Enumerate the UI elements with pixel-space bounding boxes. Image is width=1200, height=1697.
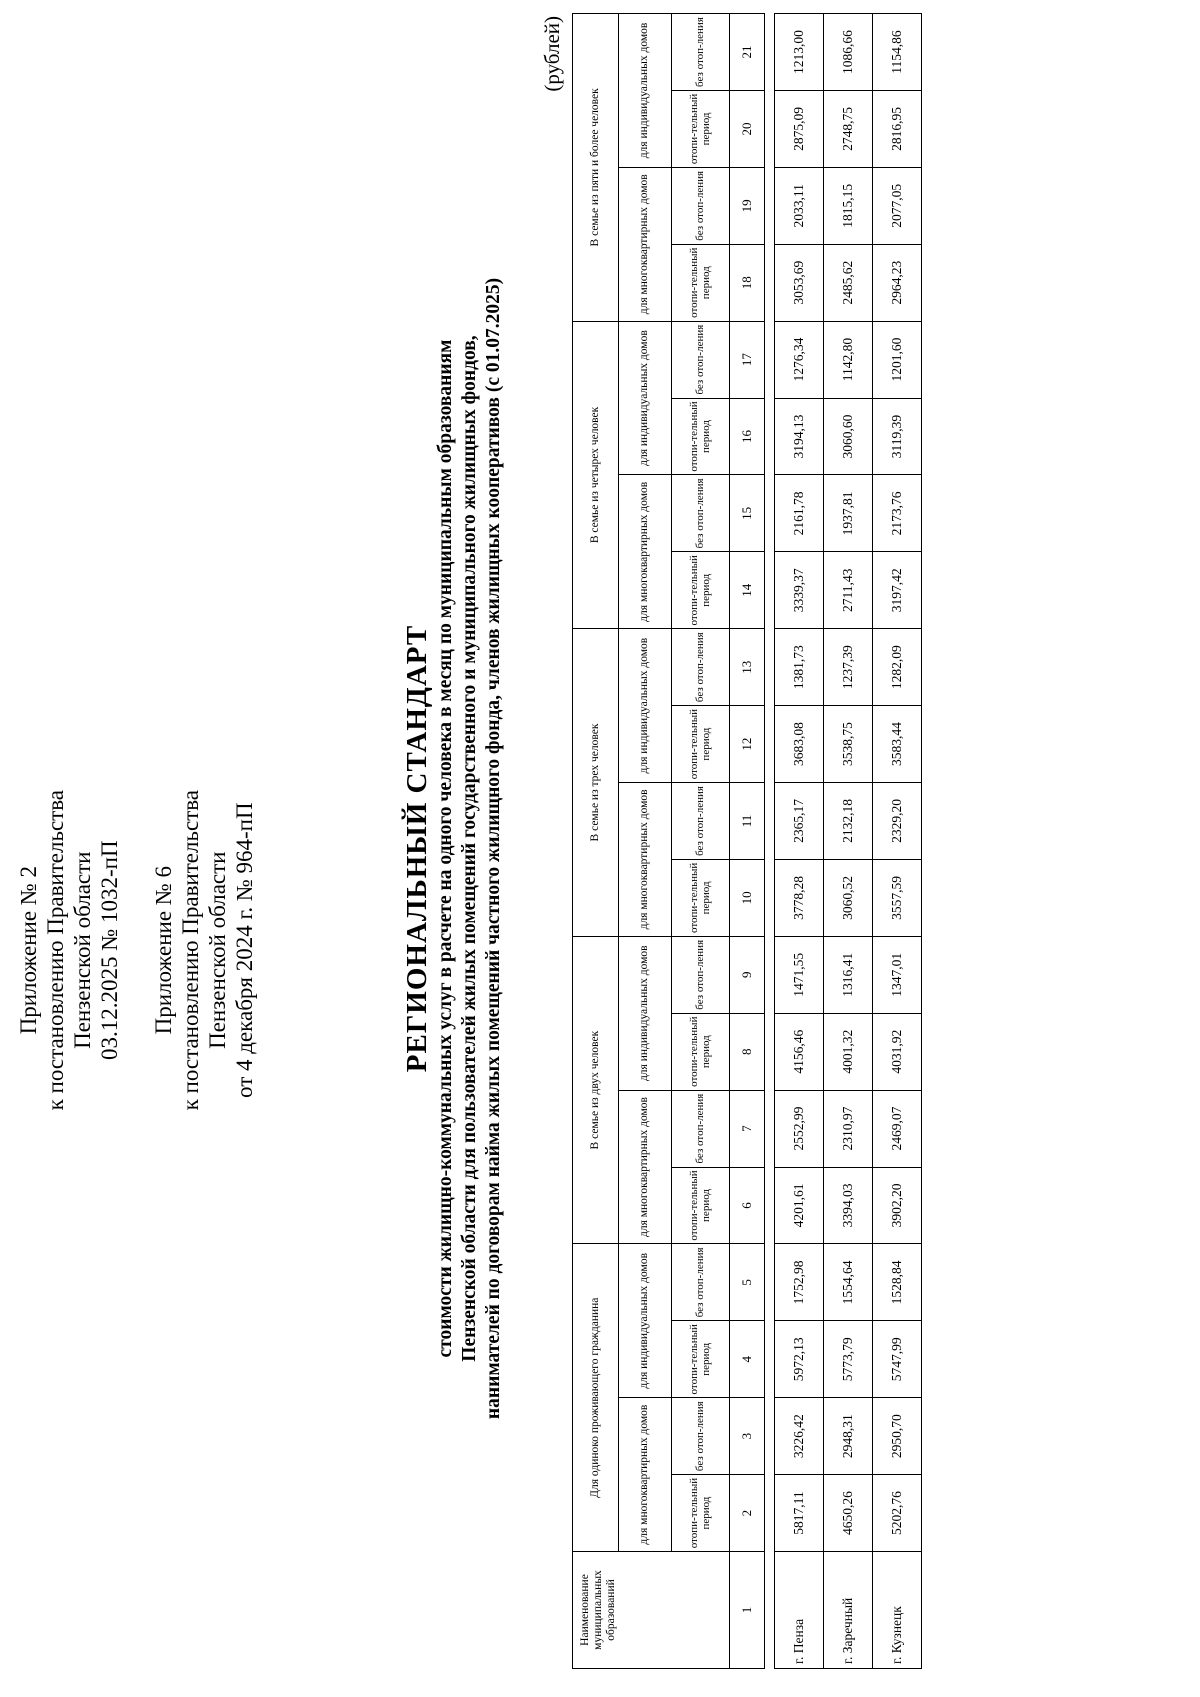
table-row bbox=[775, 14, 824, 1669]
row-municipality-name: г. Пенза bbox=[775, 1552, 824, 1669]
header-house-type: для многоквартирных домов bbox=[619, 1398, 671, 1552]
row-value: 3053,69 bbox=[775, 244, 824, 321]
header-group: Для одиноко проживающего гражданина bbox=[573, 1244, 619, 1552]
row-value: 5972,13 bbox=[775, 1321, 824, 1398]
header-period: без отоп-ления bbox=[671, 1090, 730, 1167]
row-value: 2552,99 bbox=[775, 1090, 824, 1167]
row-value: 3226,42 bbox=[775, 1398, 824, 1475]
header-period: отопи-тельный период bbox=[671, 1013, 730, 1090]
row-value: 2329,20 bbox=[873, 783, 922, 860]
header-period: без отоп-ления bbox=[671, 14, 730, 91]
row-value: 2964,23 bbox=[873, 244, 922, 321]
header-municipality: Наименование муниципальных образований bbox=[573, 1552, 730, 1669]
row-value: 3197,42 bbox=[873, 552, 922, 629]
header-period: отопи-тельный период bbox=[671, 90, 730, 167]
row-value: 2875,09 bbox=[775, 90, 824, 167]
row-value: 2748,75 bbox=[824, 90, 873, 167]
row-value: 1554,64 bbox=[824, 1244, 873, 1321]
row-value: 4650,26 bbox=[824, 1475, 873, 1552]
column-number: 11 bbox=[730, 783, 765, 860]
row-value: 2950,70 bbox=[873, 1398, 922, 1475]
appendix-line: к постановлению Правительства bbox=[178, 790, 203, 1111]
row-value: 3557,59 bbox=[873, 859, 922, 936]
header-house-type: для многоквартирных домов bbox=[619, 475, 671, 629]
header-house-type: для индивидуальных домов bbox=[619, 14, 671, 168]
column-number: 13 bbox=[730, 629, 765, 706]
column-number: 5 bbox=[730, 1244, 765, 1321]
row-value: 5773,79 bbox=[824, 1321, 873, 1398]
document-title: РЕГИОНАЛЬНЫЙ СТАНДАРТ bbox=[401, 624, 433, 1073]
header-period: отопи-тельный период bbox=[671, 398, 730, 475]
header-period: без отоп-ления bbox=[671, 1244, 730, 1321]
row-value: 2161,78 bbox=[775, 475, 824, 552]
header-house-type: для индивидуальных домов bbox=[619, 936, 671, 1090]
unit-label: (рублей) bbox=[540, 16, 564, 92]
row-value: 3060,60 bbox=[824, 398, 873, 475]
header-house-type: для индивидуальных домов bbox=[619, 629, 671, 783]
row-value: 1154,86 bbox=[873, 14, 922, 91]
row-value: 2469,07 bbox=[873, 1090, 922, 1167]
appendix-line: Пензенской области bbox=[70, 851, 95, 1049]
row-value: 3119,39 bbox=[873, 398, 922, 475]
header-group: В семье из двух человек bbox=[573, 936, 619, 1244]
header-period: без отоп-ления bbox=[671, 1398, 730, 1475]
data-table bbox=[572, 13, 922, 1669]
row-value: 2948,31 bbox=[824, 1398, 873, 1475]
row-value: 3902,20 bbox=[873, 1167, 922, 1244]
row-value: 2816,95 bbox=[873, 90, 922, 167]
subtitle-line: стоимости жилищно-коммунальных услуг в расчете на одного человека в месяц по муниципальным образованиям bbox=[435, 339, 456, 1358]
row-value: 3778,28 bbox=[775, 859, 824, 936]
row-value: 1815,15 bbox=[824, 167, 873, 244]
header-period: отопи-тельный период bbox=[671, 1167, 730, 1244]
row-value: 1752,98 bbox=[775, 1244, 824, 1321]
header-period: без отоп-ления bbox=[671, 783, 730, 860]
appendix-line: к постановлению Правительства bbox=[43, 790, 68, 1111]
row-value: 3683,08 bbox=[775, 706, 824, 783]
row-value: 1237,39 bbox=[824, 629, 873, 706]
row-value: 5747,99 bbox=[873, 1321, 922, 1398]
subtitle-line: нанимателей по договорам найма жилых помещений частного жилищного фонда, членов жилищных кооперативов (с 01.07.2025) bbox=[483, 277, 504, 1420]
header-period: отопи-тельный период bbox=[671, 1475, 730, 1552]
header-period: отопи-тельный период bbox=[671, 552, 730, 629]
row-value: 3583,44 bbox=[873, 706, 922, 783]
row-municipality-name: г. Кузнецк bbox=[873, 1552, 922, 1669]
header-period: отопи-тельный период bbox=[671, 1321, 730, 1398]
row-value: 1201,60 bbox=[873, 321, 922, 398]
header-period: отопи-тельный период bbox=[671, 244, 730, 321]
row-value: 3538,75 bbox=[824, 706, 873, 783]
column-number: 3 bbox=[730, 1398, 765, 1475]
row-value: 2310,97 bbox=[824, 1090, 873, 1167]
column-number: 10 bbox=[730, 859, 765, 936]
header-group: В семье из трех человек bbox=[573, 629, 619, 937]
row-value: 1213,00 bbox=[775, 14, 824, 91]
column-number: 16 bbox=[730, 398, 765, 475]
column-number: 14 bbox=[730, 552, 765, 629]
row-value: 5202,76 bbox=[873, 1475, 922, 1552]
appendix-line: Приложение № 2 bbox=[16, 866, 41, 1035]
appendix-line: Приложение № 6 bbox=[151, 866, 176, 1035]
appendix-prior bbox=[150, 790, 258, 1110]
appendix-line: Пензенской области bbox=[205, 851, 230, 1049]
header-period: без отоп-ления bbox=[671, 936, 730, 1013]
column-number: 4 bbox=[730, 1321, 765, 1398]
row-value: 2711,43 bbox=[824, 552, 873, 629]
appendix-line: от 4 декабря 2024 г. № 964-пП bbox=[232, 802, 257, 1098]
row-value: 1471,55 bbox=[775, 936, 824, 1013]
column-number: 15 bbox=[730, 475, 765, 552]
header-house-type: для индивидуальных домов bbox=[619, 1244, 671, 1398]
header-period: без отоп-ления bbox=[671, 321, 730, 398]
row-value: 1316,41 bbox=[824, 936, 873, 1013]
header-house-type: для многоквартирных домов bbox=[619, 1090, 671, 1244]
row-value: 2132,18 bbox=[824, 783, 873, 860]
subtitle-line: Пензенской области для пользователей жилых помещений государственного и муниципального жилищных фондов, bbox=[459, 335, 480, 1362]
table-row bbox=[873, 14, 922, 1669]
title-block bbox=[400, 0, 506, 1697]
column-number: 18 bbox=[730, 244, 765, 321]
row-municipality-name: г. Заречный bbox=[824, 1552, 873, 1669]
row-value: 3339,37 bbox=[775, 552, 824, 629]
column-number: 12 bbox=[730, 706, 765, 783]
row-value: 2173,76 bbox=[873, 475, 922, 552]
row-value: 3194,13 bbox=[775, 398, 824, 475]
row-value: 4201,61 bbox=[775, 1167, 824, 1244]
header-house-type: для многоквартирных домов bbox=[619, 167, 671, 321]
column-number: 6 bbox=[730, 1167, 765, 1244]
row-value: 2365,17 bbox=[775, 783, 824, 860]
appendix-current bbox=[15, 790, 123, 1110]
standard-table bbox=[572, 14, 922, 1669]
row-value: 1528,84 bbox=[873, 1244, 922, 1321]
header-period: без отоп-ления bbox=[671, 167, 730, 244]
row-value: 1282,09 bbox=[873, 629, 922, 706]
row-value: 1347,01 bbox=[873, 936, 922, 1013]
column-number: 17 bbox=[730, 321, 765, 398]
row-value: 2485,62 bbox=[824, 244, 873, 321]
row-value: 5817,11 bbox=[775, 1475, 824, 1552]
row-value: 4031,92 bbox=[873, 1013, 922, 1090]
column-number: 19 bbox=[730, 167, 765, 244]
appendix-line: 03.12.2025 № 1032-пП bbox=[97, 840, 122, 1060]
header-house-type: для многоквартирных домов bbox=[619, 783, 671, 937]
header-period: отопи-тельный период bbox=[671, 706, 730, 783]
row-value: 4156,46 bbox=[775, 1013, 824, 1090]
table-row bbox=[824, 14, 873, 1669]
column-number: 9 bbox=[730, 936, 765, 1013]
row-value: 3060,52 bbox=[824, 859, 873, 936]
header-group: В семье из четырех человек bbox=[573, 321, 619, 629]
row-value: 3394,03 bbox=[824, 1167, 873, 1244]
column-number: 7 bbox=[730, 1090, 765, 1167]
table-gap bbox=[765, 14, 775, 1669]
column-number: 2 bbox=[730, 1475, 765, 1552]
header-period: без отоп-ления bbox=[671, 475, 730, 552]
column-number: 21 bbox=[730, 14, 765, 91]
header-period: отопи-тельный период bbox=[671, 859, 730, 936]
row-value: 2033,11 bbox=[775, 167, 824, 244]
row-value: 2077,05 bbox=[873, 167, 922, 244]
header-period: без отоп-ления bbox=[671, 629, 730, 706]
column-number: 8 bbox=[730, 1013, 765, 1090]
column-number: 1 bbox=[730, 1552, 765, 1669]
row-value: 1937,81 bbox=[824, 475, 873, 552]
row-value: 4001,32 bbox=[824, 1013, 873, 1090]
row-value: 1086,66 bbox=[824, 14, 873, 91]
row-value: 1276,34 bbox=[775, 321, 824, 398]
row-value: 1381,73 bbox=[775, 629, 824, 706]
header-group: В семье из пяти и более человек bbox=[573, 14, 619, 322]
row-value: 1142,80 bbox=[824, 321, 873, 398]
header-house-type: для индивидуальных домов bbox=[619, 321, 671, 475]
column-number: 20 bbox=[730, 90, 765, 167]
